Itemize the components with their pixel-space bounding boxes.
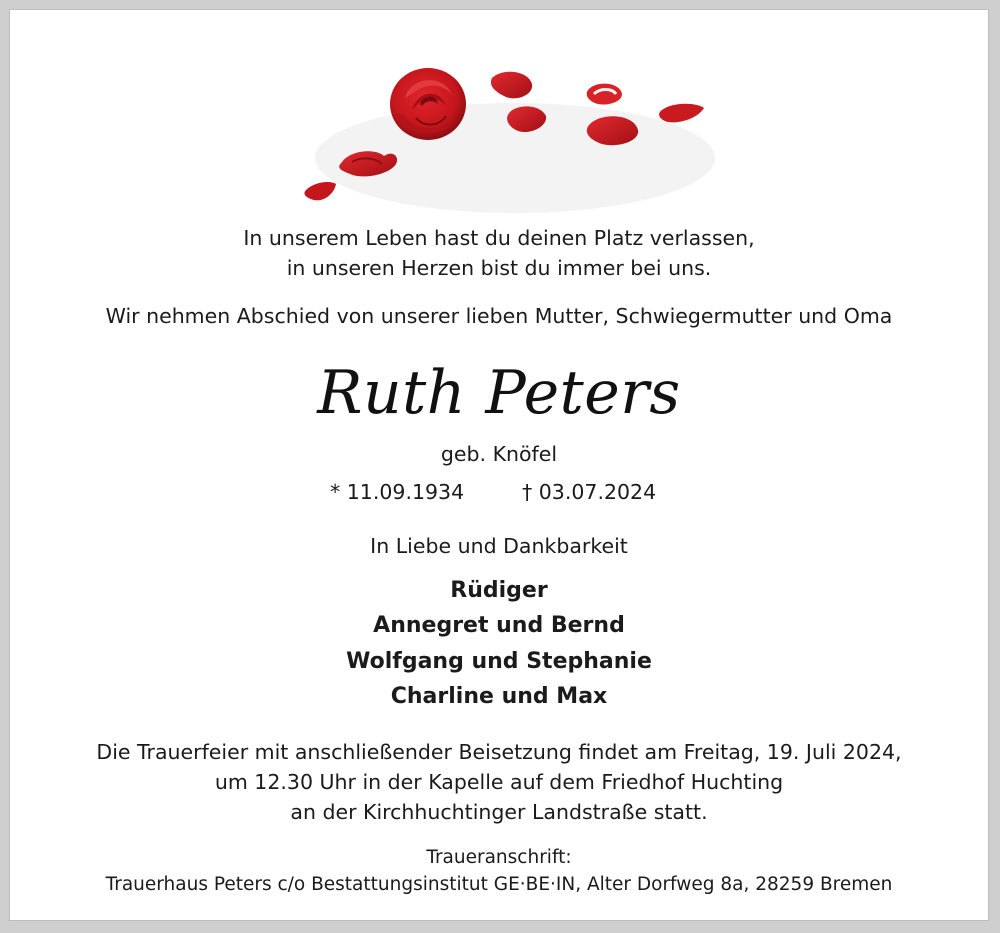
birth-date: * 11.09.1934 <box>330 480 465 504</box>
petal-icon <box>659 104 704 123</box>
address-text: Trauerhaus Peters c/o Bestattungsinstitut GE·BE·IN, Alter Dorfweg 8a, 28259 Bremen <box>105 874 893 895</box>
closing-text: In Liebe und Dankbarkeit <box>370 534 628 558</box>
verse-line-2: in unseren Herzen bist du immer bei uns. <box>286 256 712 280</box>
death-date: † 03.07.2024 <box>522 480 657 504</box>
deceased-name: Ruth Peters <box>317 358 681 428</box>
mourner-name: Wolfgang und Stephanie <box>346 649 652 674</box>
mourner-name: Rüdiger <box>450 578 548 603</box>
funeral-line-2: um 12.30 Uhr in der Kapelle auf dem Friedhof Huchting <box>214 770 784 794</box>
verse-line-1: In unserem Leben hast du deinen Platz verlassen, <box>243 226 755 250</box>
funeral-line-3: an der Kirchhuchtinger Landstraße statt. <box>290 800 708 824</box>
petal-icon <box>587 84 622 105</box>
petal-icon <box>304 182 336 200</box>
intro-text: Wir nehmen Abschied von unserer lieben Mutter, Schwiegermutter und Oma <box>105 304 893 328</box>
funeral-line-1: Die Trauerfeier mit anschließender Beisetzung findet am Freitag, 19. Juli 2024, <box>96 740 902 764</box>
rose-petals-image <box>300 38 730 218</box>
petal-icon <box>491 72 532 99</box>
mourner-name: Annegret und Bernd <box>373 613 625 638</box>
mourner-name: Charline und Max <box>390 684 608 709</box>
maiden-name: geb. Knöfel <box>440 442 558 466</box>
address-label: Traueranschrift: <box>426 847 572 868</box>
obituary-notice <box>10 10 988 920</box>
rose-icon <box>390 68 466 140</box>
